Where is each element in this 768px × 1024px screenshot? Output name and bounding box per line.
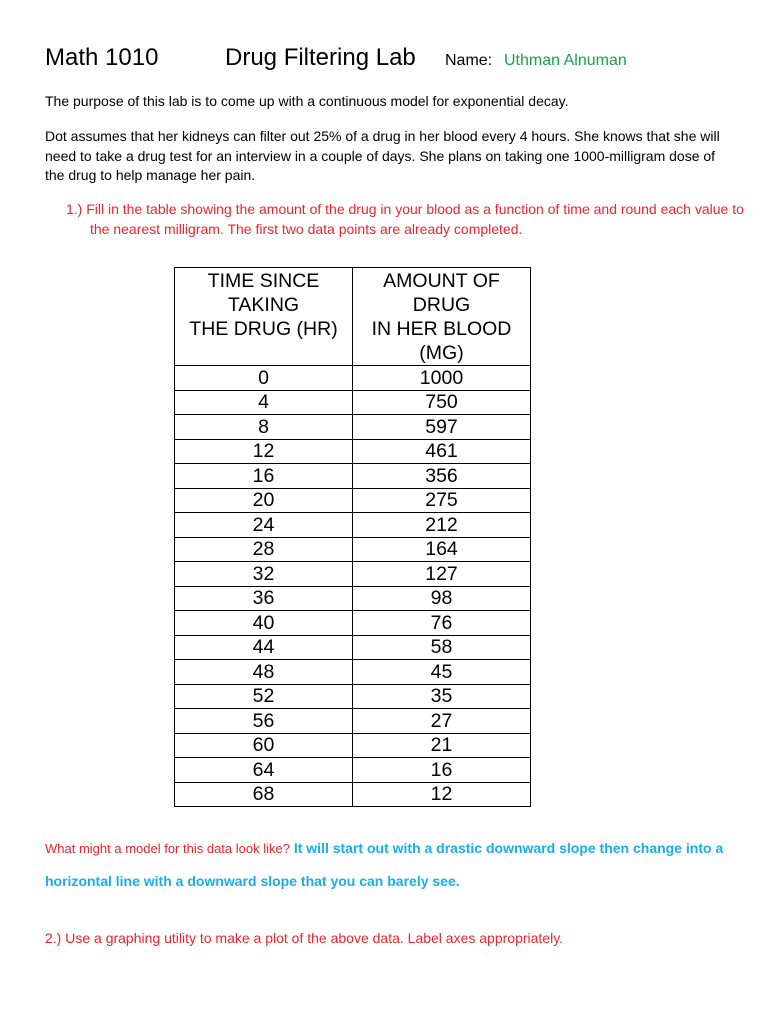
table-row [175, 758, 531, 783]
amount-cell: 597 [353, 415, 531, 440]
time-cell: 32 [175, 562, 353, 587]
table-row [175, 415, 531, 440]
table-row [175, 562, 531, 587]
name-label: Name: [445, 52, 493, 69]
time-cell: 68 [175, 782, 353, 807]
table-row [175, 537, 531, 562]
time-cell: 52 [175, 684, 353, 709]
header-amount [353, 268, 531, 366]
time-cell: 28 [175, 537, 353, 562]
scenario-text: Dot assumes that her kidneys can filter out 25% of a drug in her blood every 4 hours. She knows that she will need to take a drug test for an interview in a couple of days. She plans on taking one 1000-milligram dose of the drug to help manage her pain. [45, 128, 720, 183]
table-row [175, 635, 531, 660]
model-question-text: What might a model for this data look like? [45, 841, 290, 856]
table-row [175, 439, 531, 464]
model-question [45, 832, 725, 898]
purpose-text: The purpose of this lab is to come up with a continuous model for exponential decay. [45, 93, 569, 109]
amount-cell: 98 [353, 586, 531, 611]
table-row [175, 488, 531, 513]
amount-cell: 21 [353, 733, 531, 758]
time-cell: 8 [175, 415, 353, 440]
table-row [175, 660, 531, 685]
table-row [175, 390, 531, 415]
time-cell: 44 [175, 635, 353, 660]
time-cell: 60 [175, 733, 353, 758]
drug-amount-table [174, 267, 531, 807]
time-cell: 36 [175, 586, 353, 611]
amount-cell: 461 [353, 439, 531, 464]
header-time-label: TIME SINCE TAKING THE DRUG (HR) [189, 270, 338, 340]
table-row [175, 611, 531, 636]
amount-cell: 12 [353, 782, 531, 807]
course-title: Math 1010 [45, 44, 159, 71]
amount-cell: 16 [353, 758, 531, 783]
time-cell: 12 [175, 439, 353, 464]
table-body [175, 366, 531, 807]
time-cell: 56 [175, 709, 353, 734]
time-cell: 24 [175, 513, 353, 538]
time-cell: 16 [175, 464, 353, 489]
time-cell: 64 [175, 758, 353, 783]
amount-cell: 35 [353, 684, 531, 709]
amount-cell: 275 [353, 488, 531, 513]
question-1: 1.) Fill in the table showing the amount of the drug in your blood as a function of time and round each value to the nearest milligram. The first two data points are already completed. [66, 201, 744, 237]
amount-cell: 58 [353, 635, 531, 660]
document-header [45, 44, 745, 78]
question-2: 2.) Use a graphing utility to make a plot of the above data. Label axes appropriately. [45, 930, 564, 946]
amount-cell: 45 [353, 660, 531, 685]
time-cell: 20 [175, 488, 353, 513]
model-answer-text: It will start out with a drastic downward slope then change into a horizontal line with a downward slope that you can barely see. [45, 840, 724, 889]
table-row [175, 684, 531, 709]
table-row [175, 464, 531, 489]
time-cell: 0 [175, 366, 353, 391]
table-row [175, 782, 531, 807]
amount-cell: 750 [353, 390, 531, 415]
amount-cell: 27 [353, 709, 531, 734]
student-name: Uthman Alnuman [504, 52, 627, 69]
amount-cell: 164 [353, 537, 531, 562]
table-row [175, 366, 531, 391]
amount-cell: 127 [353, 562, 531, 587]
time-cell: 40 [175, 611, 353, 636]
table-header-row [175, 268, 531, 366]
header-time [175, 268, 353, 366]
amount-cell: 356 [353, 464, 531, 489]
table-row [175, 586, 531, 611]
table-row [175, 513, 531, 538]
header-amount-label: AMOUNT OF DRUG IN HER BLOOD (MG) [371, 270, 512, 364]
table-row [175, 709, 531, 734]
time-cell: 48 [175, 660, 353, 685]
table-row [175, 733, 531, 758]
amount-cell: 76 [353, 611, 531, 636]
amount-cell: 212 [353, 513, 531, 538]
time-cell: 4 [175, 390, 353, 415]
amount-cell: 1000 [353, 366, 531, 391]
lab-title: Drug Filtering Lab [225, 44, 416, 71]
